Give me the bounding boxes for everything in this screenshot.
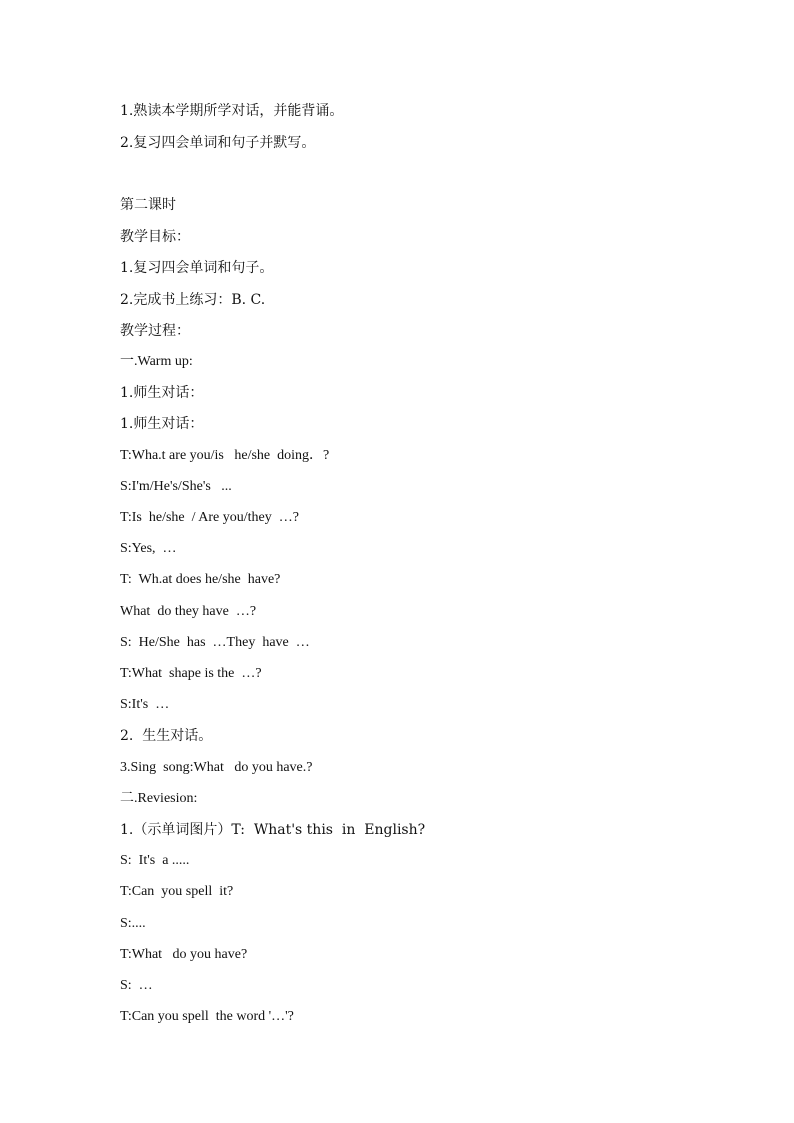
- dialogue-line: What do they have …?: [120, 604, 257, 619]
- dialogue-line: T:What do you have?: [120, 947, 248, 962]
- dialogue-line: S:Yes, …: [120, 541, 177, 556]
- section-heading: 教学目标：: [120, 229, 190, 245]
- lesson-heading: 第二课时: [120, 197, 176, 213]
- dialogue-line: T:Is he/she / Are you/they …?: [120, 510, 299, 525]
- text-line: 1.熟读本学期所学对话，并能背诵。: [120, 103, 344, 119]
- dialogue-line: 3.Sing song:What do you have.?: [120, 760, 313, 775]
- dialogue-line: T: Wh.at does he/she have?: [120, 572, 281, 587]
- text-line: 1.复习四会单词和句子。: [120, 260, 274, 276]
- text-line: 1.师生对话：: [120, 416, 204, 432]
- dialogue-line: S:....: [120, 916, 146, 931]
- text-line: 1.师生对话：: [120, 385, 204, 401]
- dialogue-line: T:What shape is the …?: [120, 666, 262, 681]
- dialogue-line: S: It's a .....: [120, 853, 190, 868]
- text-line: 2. 生生对话。: [120, 728, 213, 744]
- dialogue-line: S:I'm/He's/She's ...: [120, 479, 232, 494]
- step-heading: 一.Warm up:: [120, 354, 193, 369]
- text-line: 2.复习四会单词和句子并默写。: [120, 135, 316, 151]
- dialogue-line: T:Can you spell the word '…'?: [120, 1009, 294, 1024]
- dialogue-line: S:It's …: [120, 697, 170, 712]
- dialogue-line: T:Wha.t are you/is he/she doing．?: [120, 448, 330, 463]
- text-line: 2.完成书上练习：B. C.: [120, 292, 266, 308]
- text-line: 1.（示单词图片）T: What's this in English?: [120, 822, 426, 838]
- dialogue-line: T:Can you spell it?: [120, 884, 234, 899]
- dialogue-line: S: …: [120, 978, 153, 993]
- step-heading: 二.Reviesion:: [120, 791, 198, 806]
- section-heading: 教学过程：: [120, 323, 190, 339]
- dialogue-line: S: He/She has …They have …: [120, 635, 310, 650]
